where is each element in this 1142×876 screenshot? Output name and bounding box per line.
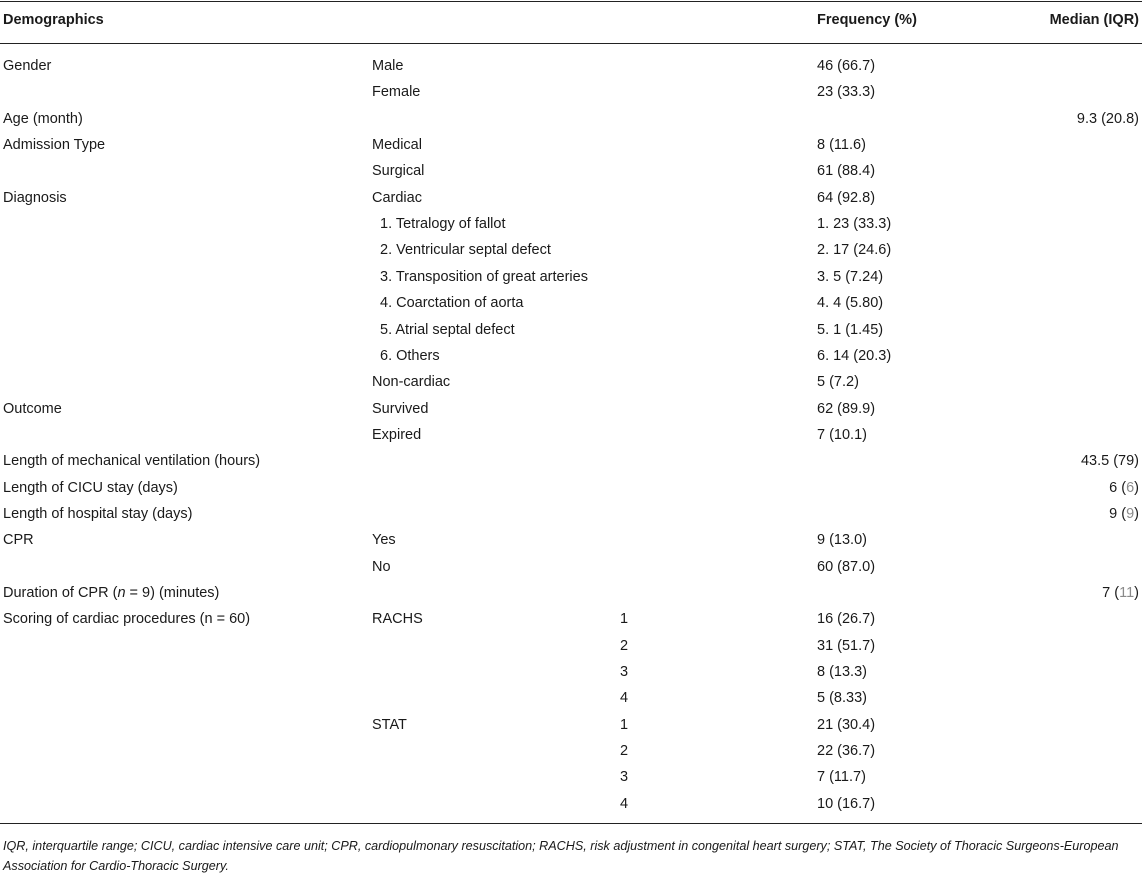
median-close: )	[1134, 480, 1139, 496]
row-median	[1109, 504, 1139, 524]
row-frequency: 7 (11.7)	[817, 769, 866, 785]
row-label-part: Scoring of cardiac procedures	[3, 611, 200, 627]
header-frequency: Frequency (%)	[817, 12, 917, 28]
row-label: Length of mechanical ventilation (hours)	[3, 453, 261, 469]
row-category: 6. Others	[380, 348, 440, 364]
row-frequency: 9 (13.0)	[817, 532, 867, 548]
header-rule	[0, 43, 1142, 44]
row-frequency: 64 (92.8)	[817, 190, 876, 206]
row-category: Non-cardiac	[372, 374, 451, 390]
top-rule	[0, 1, 1142, 2]
row-category: No	[372, 559, 391, 575]
row-category: 5. Atrial septal defect	[380, 322, 515, 338]
row-label-part: = 9) (minutes)	[125, 585, 220, 601]
row-frequency: 21 (30.4)	[817, 717, 876, 733]
row-label: CPR	[3, 532, 34, 548]
row-frequency: 16 (26.7)	[817, 611, 876, 627]
row-frequency: 7 (10.1)	[817, 427, 867, 443]
row-category: Cardiac	[372, 190, 422, 206]
row-category: Yes	[372, 532, 396, 548]
row-category: STAT	[372, 717, 407, 733]
row-category: Survived	[372, 401, 429, 417]
n-count-bold: (n = 60)	[199, 611, 251, 627]
row-score: 4	[620, 690, 629, 706]
row-frequency: 8 (11.6)	[817, 137, 866, 153]
row-category: 1. Tetralogy of fallot	[380, 216, 506, 232]
row-category: RACHS	[372, 611, 423, 627]
median-close: )	[1134, 585, 1139, 601]
row-frequency: 10 (16.7)	[817, 796, 876, 812]
row-median: 43.5 (79)	[1080, 453, 1139, 469]
row-category: Female	[372, 84, 421, 100]
row-category: Surgical	[372, 163, 425, 179]
median-value: 6 (	[1109, 480, 1127, 496]
row-frequency: 5 (7.2)	[817, 374, 859, 390]
row-category: Male	[372, 58, 404, 74]
row-label: Diagnosis	[3, 190, 67, 206]
row-frequency: 5. 1 (1.45)	[817, 322, 884, 338]
row-label: Admission Type	[3, 137, 106, 153]
row-frequency: 61 (88.4)	[817, 163, 876, 179]
row-category: Medical	[372, 137, 422, 153]
table-footnote: IQR, interquartile range; CICU, cardiac intensive care unit; CPR, cardiopulmonary resuscitation; RACHS, risk adjustment in congenital heart surgery; STAT, The Society of Thoracic Surgeons-European Association for Cardio-Thoracic Surgery.	[3, 839, 1119, 873]
row-frequency: 2. 17 (24.6)	[817, 242, 892, 258]
row-score: 4	[620, 796, 629, 812]
row-frequency: 5 (8.33)	[817, 690, 867, 706]
row-frequency: 6. 14 (20.3)	[817, 348, 892, 364]
row-label	[3, 583, 219, 603]
row-label: Outcome	[3, 401, 62, 417]
row-category: Expired	[372, 427, 422, 443]
row-frequency: 1. 23 (33.3)	[817, 216, 892, 232]
row-score: 3	[620, 664, 629, 680]
median-close: )	[1134, 506, 1139, 522]
row-category: 4. Coarctation of aorta	[380, 295, 524, 311]
row-frequency: 60 (87.0)	[817, 559, 876, 575]
row-category: 3. Transposition of great arteries	[380, 269, 588, 285]
row-frequency: 3. 5 (7.24)	[817, 269, 884, 285]
row-category: 2. Ventricular septal defect	[380, 242, 551, 258]
row-median: 9.3 (20.8)	[1076, 111, 1139, 127]
row-label-part: Duration of CPR (	[3, 585, 118, 601]
n-symbol: n	[117, 585, 126, 601]
row-frequency: 31 (51.7)	[817, 638, 876, 654]
row-median	[1102, 583, 1139, 603]
row-label: Age (month)	[3, 111, 83, 127]
row-frequency: 22 (36.7)	[817, 743, 876, 759]
row-score: 1	[620, 611, 629, 627]
bottom-rule	[0, 823, 1142, 824]
median-value: 7 (	[1102, 585, 1120, 601]
row-frequency: 23 (33.3)	[817, 84, 876, 100]
row-label: Length of hospital stay (days)	[3, 506, 193, 522]
row-frequency: 4. 4 (5.80)	[817, 295, 884, 311]
row-median	[1109, 478, 1139, 498]
row-frequency: 8 (13.3)	[817, 664, 867, 680]
row-label: Gender	[3, 58, 52, 74]
iqr-value: 9	[1126, 506, 1135, 522]
row-frequency: 46 (66.7)	[817, 58, 876, 74]
row-label	[3, 609, 250, 629]
row-label: Length of CICU stay (days)	[3, 480, 178, 496]
row-score: 3	[620, 769, 629, 785]
iqr-value: 6	[1126, 480, 1135, 496]
median-value: 9 (	[1109, 506, 1127, 522]
header-demographics: Demographics	[3, 12, 104, 28]
header-median: Median (IQR)	[1049, 12, 1139, 28]
row-frequency: 62 (89.9)	[817, 401, 876, 417]
row-score: 1	[620, 717, 629, 733]
iqr-value: 11	[1119, 585, 1135, 601]
row-score: 2	[620, 743, 629, 759]
row-score: 2	[620, 638, 629, 654]
